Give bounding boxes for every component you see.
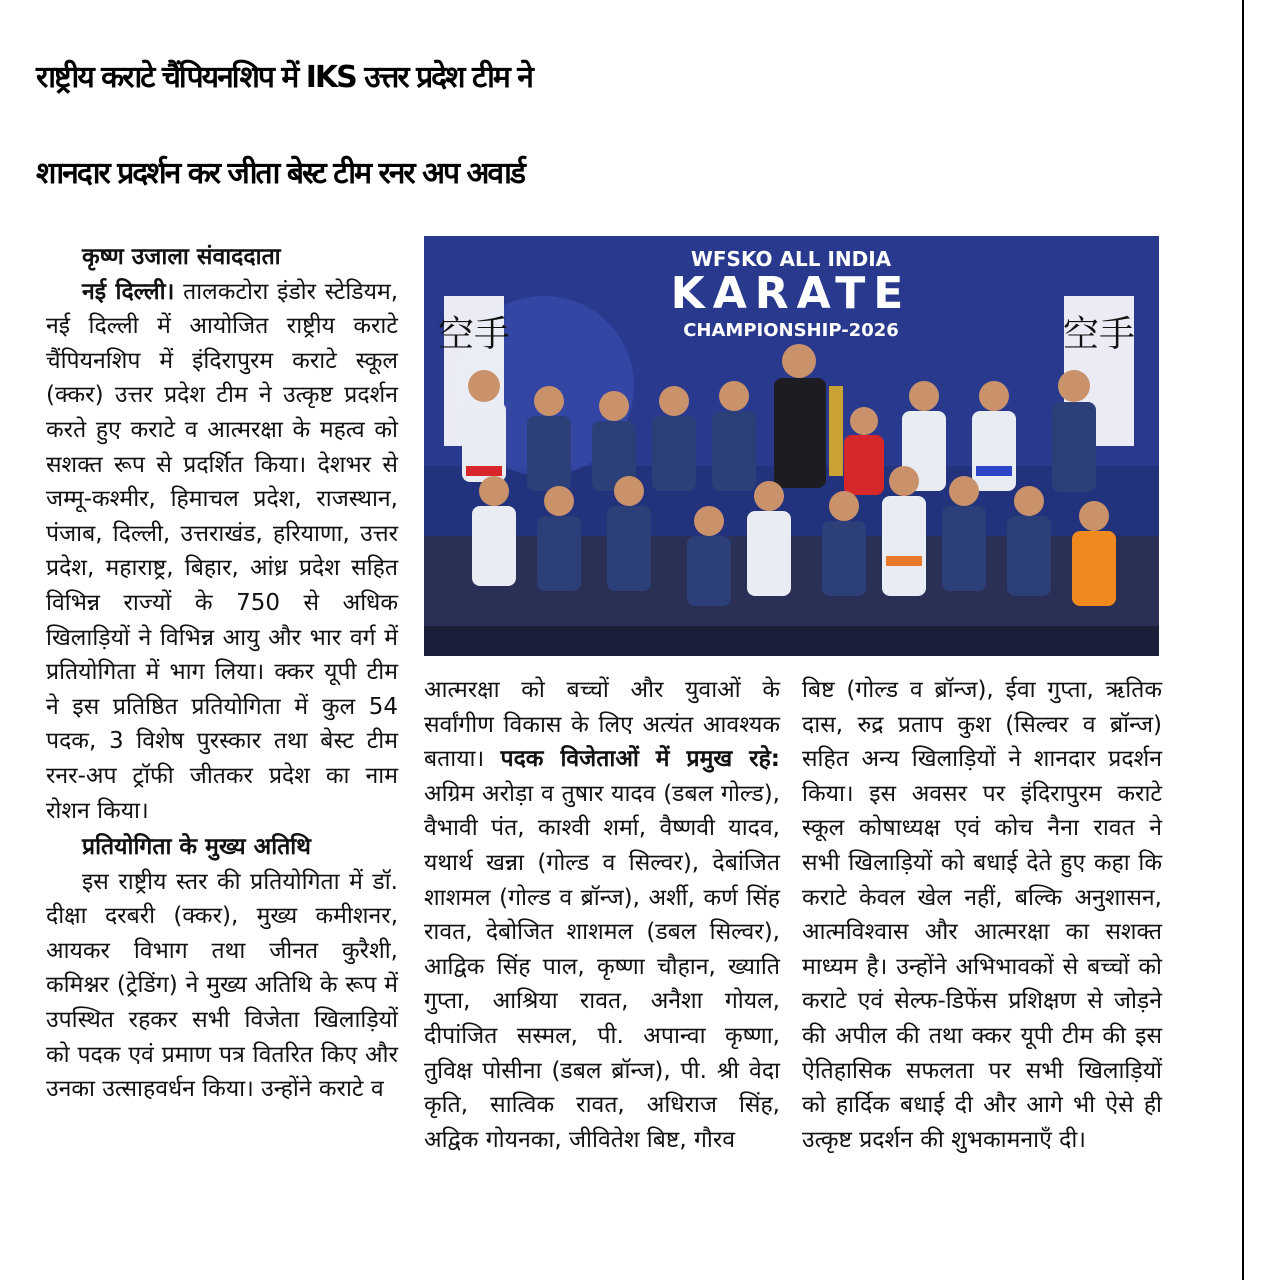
medal-winners-list: अग्रिम अरोड़ा व तुषार यादव (डबल गोल्ड), वैभावी पंत, काश्वी शर्मा, वैष्णवी यादव, यथार्थ खन्ना (गोल्ड व सिल्वर), देबांजित शाशमल (गोल्ड व ब्रॉन्ज), अर्शी, कर्ण सिंह रावत, देबोजित शाशमल (डबल सिल्वर), आद्विक सिंह पाल, कृष्णा चौहान, ख्याति गुप्ता, आश्रिया रावत, अनैशा गोयल, दीपांजित सस्मल, पी. अपान्वा कृष्णा, तुविक्ष पोसीना (डबल ब्रॉन्ज), पी. श्री वेदा कृति, सात्विक रावत, अधिराज सिंह, अद्विक गोयनका, जीवितेश बिष्ट, गौरव [424,780,780,1153]
subhead-chief-guest: प्रतियोगिता के मुख्य अतिथि [82,834,311,861]
trophy [829,386,843,476]
paragraph-3-text: आत्मरक्षा को बच्चों और युवाओं के सर्वांगीण विकास के लिए अत्यंत आवश्यक बताया। [424,677,780,773]
paragraph-1-text: तालकटोरा इंडोर स्टेडियम, नई दिल्ली में आयोजित राष्ट्रीय कराटे चैंपियनशिप में इंदिरापुरम कराटे स्कूल (क्कर) उत्तर प्रदेश टीम ने उत्कृष्ट प्रदर्शन करते हुए कराटे व आत्मरक्षा के महत्व को सशक्त रूप से प्रदर्शित किया। देशभर से जम्मू-कश्मीर, हिमाचल प्रदेश, राजस्थान, पंजाब, दिल्ली, उत्तराखंड, हरियाणा, उत्तर प्रदेश, महाराष्ट्र, बिहार, आंध्र प्रदेश सहित विभिन्न राज्यों के 750 से अधिक खिलाड़ियों ने विभिन्न आयु और भार वर्ग में प्रतियोगिता में भाग लिया। क्कर यूपी टीम ने इस प्रतिष्ठित प्रतियोगिता में कुल 54 पदक, 3 विशेष पुरस्कार तथा बेस्ट टीम रनर-अप ट्रॉफी जीतकर प्रदेश का नाम रोशन किया। [46,278,399,824]
article-column-3 [802,673,1162,1273]
column-rule [1242,0,1244,1280]
banner-line-1: WFSKO ALL INDIA [690,247,892,271]
kanji-right: 空手 [1062,314,1136,355]
banner-line-2: KARATE [670,268,912,319]
paragraph-4: बिष्ट (गोल्ड व ब्रॉन्ज), ईवा गुप्ता, ऋतिक दास, रुद्र प्रताप कुश (सिल्वर व ब्रॉन्ज) सहित अन्य खिलाड़ियों ने शानदार प्रदर्शन किया। इस अवसर पर इंदिरापुरम कराटे स्कूल कोषाध्यक्ष एवं कोच नैना रावत ने सभी खिलाड़ियों को बधाई देते हुए कहा कि कराटे केवल खेल नहीं, बल्कि अनुशासन, आत्मविश्वास और आत्मरक्षा का सशक्त माध्यम है। उन्होंने अभिभावकों से बच्चों को कराटे एवं सेल्फ-डिफेंस प्रशिक्षण से जोड़ने की अपील की तथा क्कर यूपी टीम की इस ऐतिहासिक सफलता पर सभी खिलाड़ियों को हार्दिक बधाई दी और आगे भी ऐसे ही उत्कृष्ट प्रदर्शन की शुभकामनाएँ दी। [802,677,1162,1153]
headline-line-2: शानदार प्रदर्शन कर जीता बेस्ट टीम रनर अप अवार्ड [36,156,524,191]
medal-winners-lead: पदक विजेताओं में प्रमुख रहे: [500,746,780,773]
byline: कृष्ण उजाला संवाददाता [82,244,281,270]
paragraph-3 [424,673,780,1157]
dateline: नई दिल्ली। [82,278,175,305]
banner-line-3: CHAMPIONSHIP-2026 [683,320,899,341]
article-column-1 [46,240,398,1270]
paragraph-2: इस राष्ट्रीय स्तर की प्रतियोगिता में डॉ. दीक्षा दरबरी (क्कर), मुख्य कमीशनर, आयकर विभाग तथा जीनत कुरैशी, कमिश्नर (ट्रेडिंग) ने मुख्य अतिथि के रूप में उपस्थित रहकर सभी विजेता खिलाड़ियों को पदक एवं प्रमाण पत्र वितरित किए और उनका उत्साहवर्धन किया। उन्होंने कराटे व [46,868,398,1103]
article-column-2 [424,673,780,1273]
paragraph-1 [46,275,398,829]
kanji-left: 空手 [437,314,511,355]
team-photo [424,236,1159,656]
team-photo-illustration [424,236,1159,656]
headline [36,30,1246,222]
headline-line-1: राष्ट्रीय कराटे चैंपियनशिप में IKS उत्तर प्रदेश टीम ने [36,60,532,95]
